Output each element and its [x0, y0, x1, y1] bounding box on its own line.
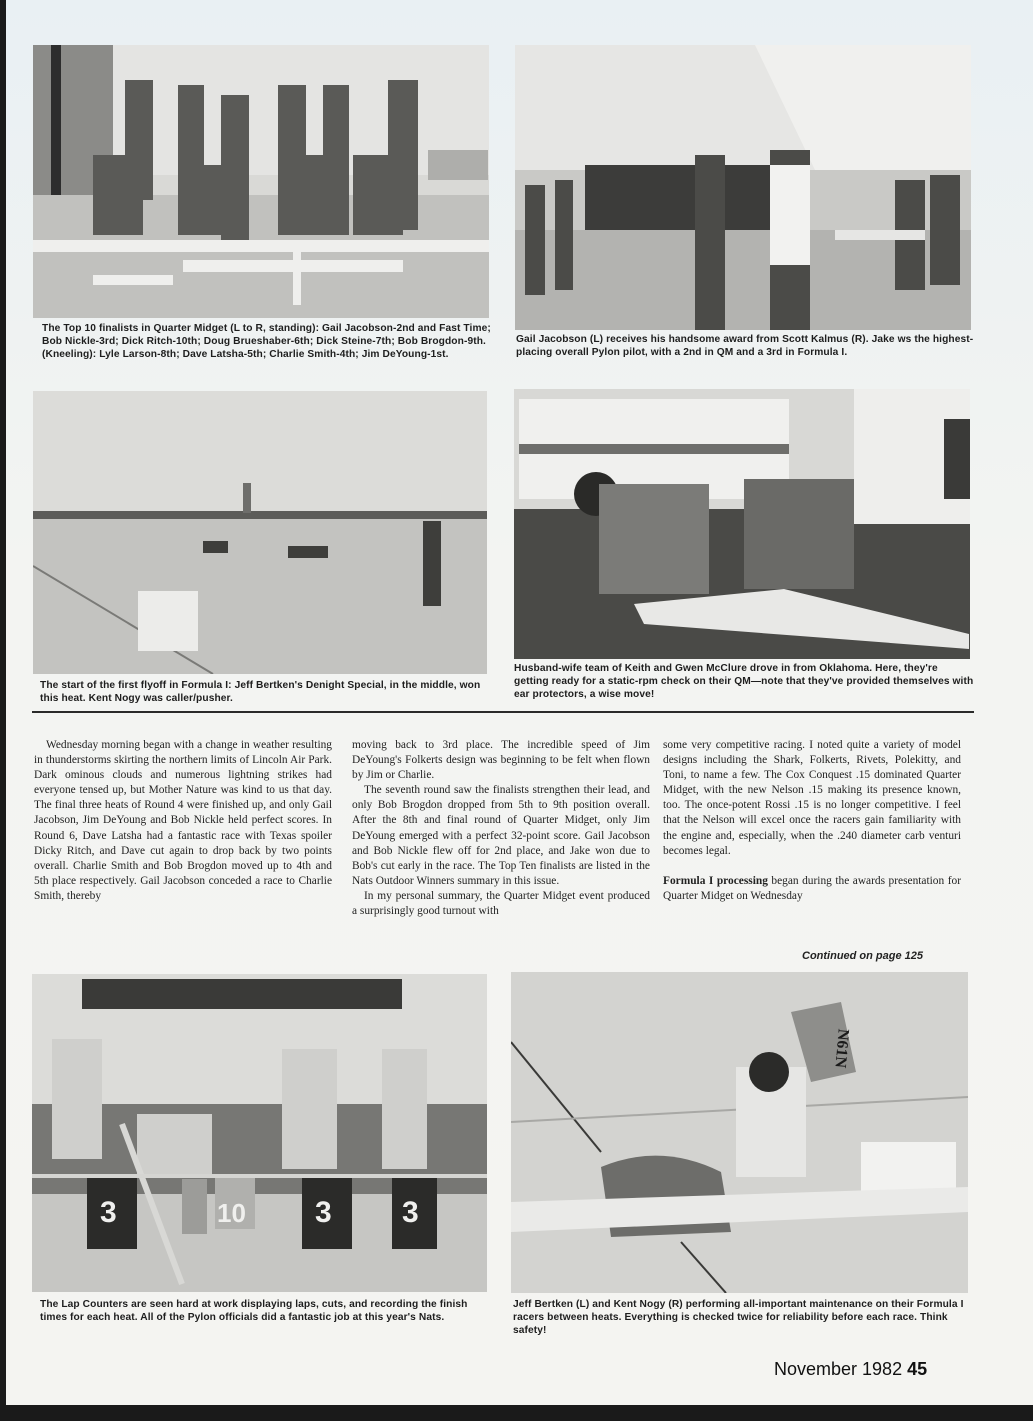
lap-card-1: 3	[100, 1196, 117, 1229]
caption-award-presentation: Gail Jacobson (L) receives his handsome award from Scott Kalmus (R). Jake ws the highest-placing overall Pylon pilot, with a 2nd in QM and a 3rd in Formula I.	[516, 334, 974, 358]
photo-first-flyoff	[33, 391, 487, 674]
caption-qm-finalists: The Top 10 finalists in Quarter Midget (L to R, standing): Gail Jacobson-2nd and Fast Time; Bob Nickle-3rd; Dick Ritch-10th; Doug Brueshaber-6th; Dick Steine-7th; Bob Brogdon-9th. (Kneeling): Lyle Larson-8th; Dave Latsha-5th; Charlie Smith-4th; Jim DeYoung-1st.	[42, 323, 491, 360]
photo-maintenance	[511, 972, 968, 1293]
article-column-3	[663, 738, 961, 904]
caption-first-flyoff: The start of the first flyoff in Formula I: Jeff Bertken's Denight Special, in the middle, won this heat. Kent Nogy was caller/pusher.	[40, 680, 481, 704]
page-footer	[774, 1359, 927, 1380]
section-divider	[32, 711, 974, 713]
continued-note: Continued on page 125	[802, 950, 924, 962]
lap-card-4: 3	[402, 1196, 419, 1229]
photo-award-presentation	[515, 45, 971, 330]
lap-card-3: 3	[315, 1196, 332, 1229]
photo-mcclure-rpm-check	[514, 389, 970, 659]
scan-bottom-edge	[0, 1405, 1033, 1421]
article-paragraph: moving back to 3rd place. The incredible speed of Jim DeYoung's Folkerts design was beginning to be felt when flown by Jim or Charlie.	[352, 739, 650, 782]
issue-date: November 1982	[774, 1359, 903, 1379]
article-paragraph: The seventh round saw the finalists strengthen their lead, and only Bob Brogdon dropped from 5th to 9th position overall. After the 8th and final round of Quarter Midget, only Jim DeYoung emerged with a perfect 32-point score. Gail Jacobson and Bob Nickle flew off for 2nd place, and Jake won due to Bob's cut early in the race. The Top Ten finalists are listed in the Nats Outdoor Winners summary in this issue.	[352, 784, 650, 887]
page-number: 45	[907, 1359, 928, 1379]
article-column-1	[34, 738, 332, 904]
caption-lap-counters: The Lap Counters are seen hard at work displaying laps, cuts, and recording the finish times for each heat. All of the Pylon officials did a fantastic job at this year's Nats.	[40, 1299, 468, 1323]
section-lead-in: Formula I processing	[663, 874, 768, 887]
lap-card-2: 10	[217, 1198, 246, 1228]
article-paragraph: some very competitive racing. I noted quite a variety of model designs including the Shark, Folkerts, Rivets, Polekitty, and Toni, to name a few. The Cox Conquest .15 dominated Quarter Midget, with the new Nelson .15 making its presence known, too. The once-potent Rossi .15 is no longer competitive. I feel that the Nelson will excel once the racers gain familiarity with the engine and, especially, when the .240 diameter carb venturi becomes legal.	[663, 739, 961, 857]
article-paragraph: Formula I processing began during the awards presentation for Quarter Midget on Wednesday	[663, 874, 961, 902]
article-column-2	[352, 738, 650, 919]
plane-tail-marking: N61N	[831, 1028, 852, 1069]
caption-mcclure-rpm-check: Husband-wife team of Keith and Gwen McClure drove in from Oklahoma. Here, they're getting ready for a static-rpm check on their QM—note that they've provided themselves with ear protectors, a wise move!	[514, 663, 974, 700]
article-paragraph: Wednesday morning began with a change in weather resulting in thunderstorms skirting the northern limits of Lincoln Air Park. Dark ominous clouds and numerous lightning strikes had everyone tensed up, but Mother Nature was kind to us that day. The final three heats of Round 4 were finished up, and only Gail Jacobson, Jim DeYoung and Bob Nickle held perfect scores. In Round 6, Dave Latsha had a fantastic race with Texas spoiler Dicky Ritch, and Dave cut again to drop back by two points overall. Charlie Smith and Bob Brogdon moved up to 4th and 5th place respectively. Gail Jacobson conceded a race to Charlie Smith, thereby	[34, 739, 332, 902]
caption-maintenance: Jeff Bertken (L) and Kent Nogy (R) performing all-important maintenance on their Formula I racers between heats. Everything is checked twice for reliability before each race. Think safety!	[513, 1299, 964, 1336]
photo-qm-finalists	[33, 45, 489, 318]
photo-lap-counters	[32, 974, 487, 1292]
article-paragraph: In my personal summary, the Quarter Midget event produced a surprisingly good turnout with	[352, 889, 650, 918]
